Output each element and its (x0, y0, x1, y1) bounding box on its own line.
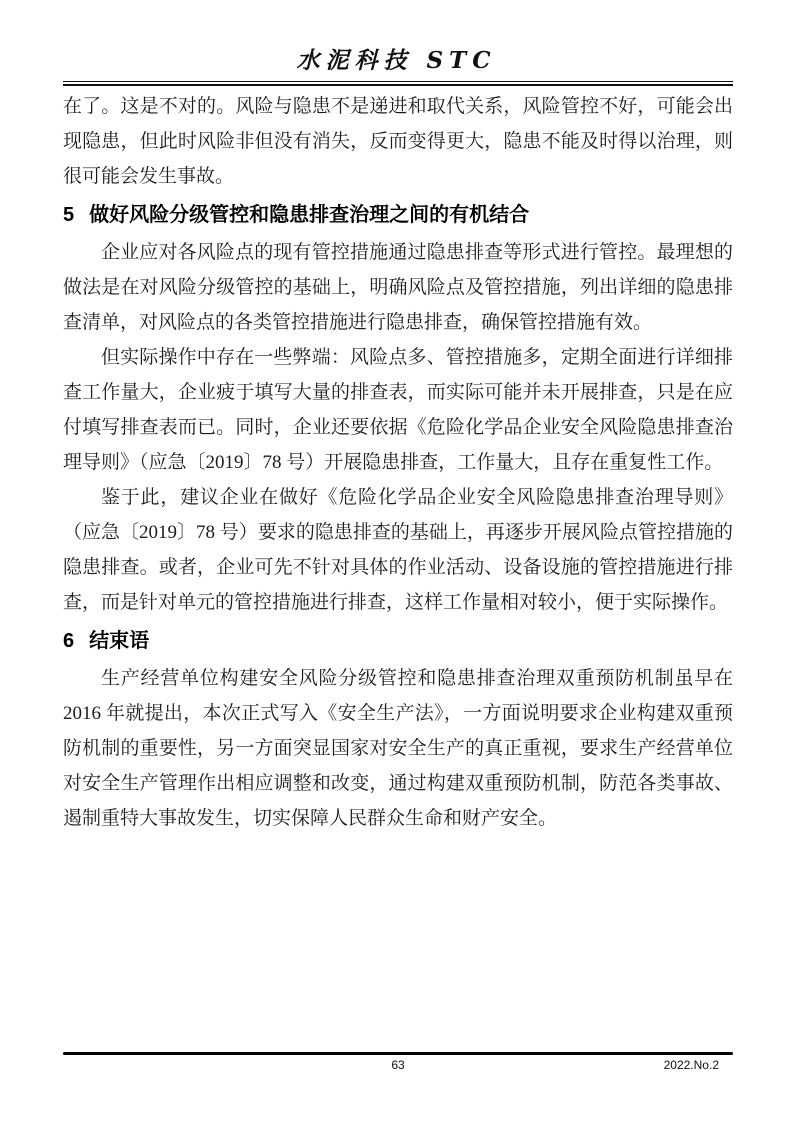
paragraph: 但实际操作中存在一些弊端：风险点多、管控措施多，定期全面进行详细排查工作量大，企业疲于填写大量的排查表，而实际可能并未开展排查，只是在应付填写排查表而已。同时，企业还要依据《危险化学品企业安全风险隐患排查治理导则》（应急〔2019〕78 号）开展隐患排查，工作量大，且存在重复性工作。 (63, 347, 733, 473)
page-header (0, 0, 793, 86)
footer-rule (63, 1052, 733, 1055)
section-heading-5 (63, 201, 733, 229)
section-number: 6 (63, 630, 75, 652)
footer-row (63, 1057, 733, 1075)
paragraph: 鉴于此，建议企业在做好《危险化学品企业安全风险隐患排查治理导则》（应急〔2019〕78 号）要求的隐患排查的基础上，再逐步开展风险点管控措施的隐患排查。或者，企业可先不针对具体的作业活动、设备设施的管控措施进行排查，而是针对单元的管控措施进行排查，这样工作量相对较小，便于实际操作。 (63, 487, 733, 613)
section-title: 做好风险分级管控和隐患排查治理之间的有机结合 (89, 204, 530, 226)
page-content (63, 89, 733, 836)
section-number: 5 (63, 204, 75, 226)
paragraph: 生产经营单位构建安全风险分级管控和隐患排查治理双重预防机制虽早在2016 年就提出，本次正式写入《安全生产法》，一方面说明要求企业构建双重预防机制的重要性，另一方面突显国家对安全生产的真正重视，要求生产经营单位对安全生产管理作出相应调整和改变，通过构建双重预防机制，防范各类事故、遏制重特大事故发生，切实保障人民群众生命和财产安全。 (63, 668, 733, 829)
paragraph-continuation: 在了。这是不对的。风险与隐患不是递进和取代关系，风险管控不好，可能会出现隐患，但此时风险非但没有消失，反而变得更大，隐患不能及时得以治理，则很可能会发生事故。 (63, 96, 733, 187)
page-footer (63, 1052, 733, 1075)
section-title: 结束语 (89, 630, 150, 652)
header-rule (63, 81, 733, 86)
paragraph: 企业应对各风险点的现有管控措施通过隐患排查等形式进行管控。最理想的做法是在对风险分级管控的基础上，明确风险点及管控措施，列出详细的隐患排查清单，对风险点的各类管控措施进行隐患排查，确保管控措施有效。 (63, 242, 733, 333)
journal-title: 水泥科技 STC (296, 47, 497, 74)
section-heading-6 (63, 627, 733, 655)
issue-number: 2022.No.2 (663, 1057, 719, 1072)
page-number: 63 (391, 1057, 405, 1072)
